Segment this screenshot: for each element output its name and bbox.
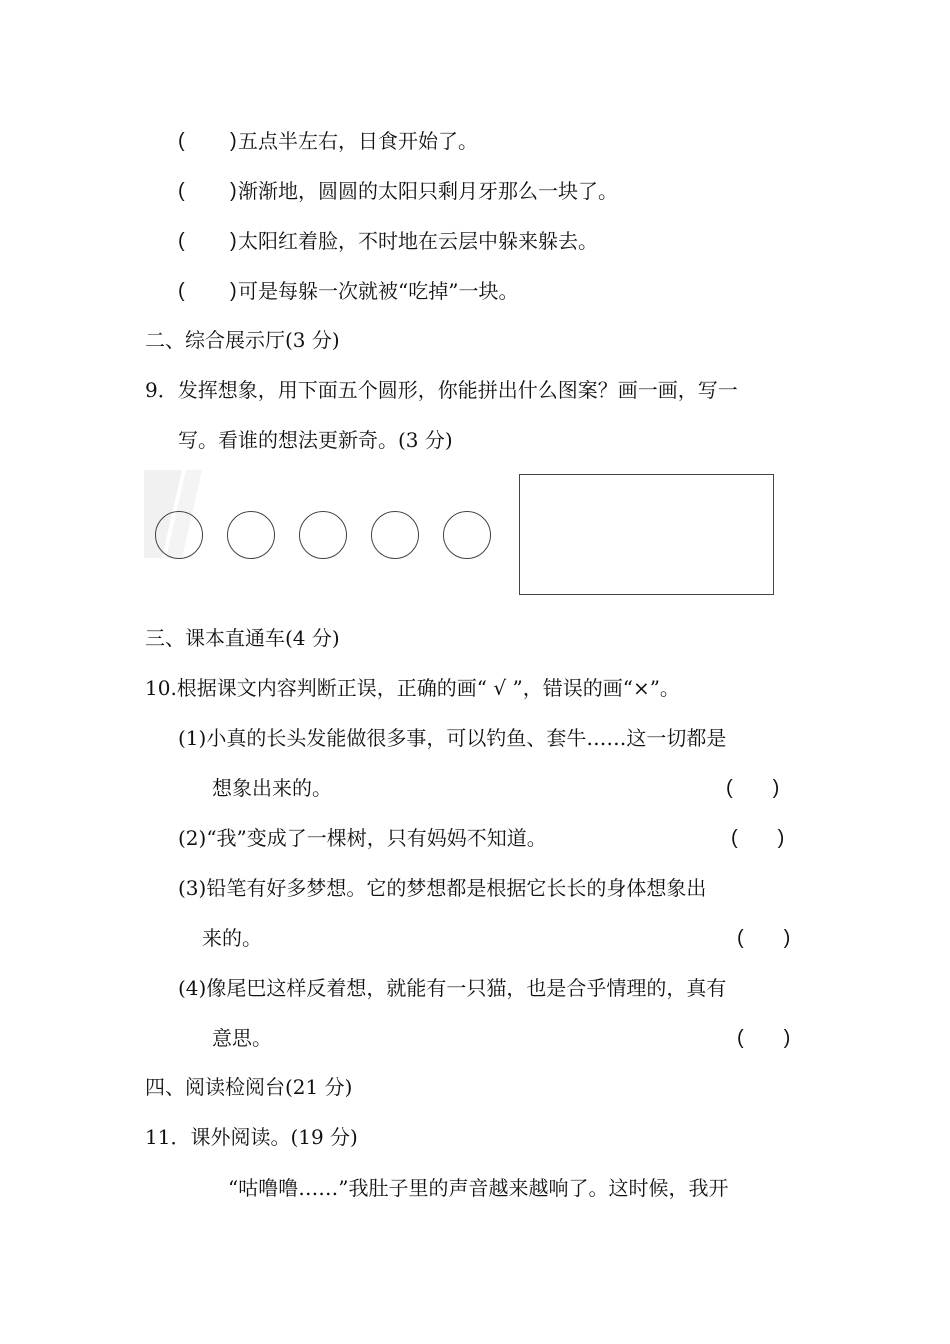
shape-circle-3 (299, 511, 347, 559)
question-10: 10.根据课文内容判断正误，正确的画“ √ ”，错误的画“×”。 (145, 676, 680, 700)
order-item-1-paren-close: ) (230, 130, 237, 152)
order-item-4-paren-open: ( (178, 280, 185, 302)
q10-item-2-line-1: (2)“我”变成了一棵树，只有妈妈不知道。 (178, 826, 547, 850)
q10-item-4-answer-blank[interactable]: ( ) (737, 1027, 791, 1049)
question-9-line-2: 写。看谁的想法更新奇。(3 分) (178, 428, 453, 452)
q10-item-3-line-1: (3)铅笔有好多梦想。它的梦想都是根据它长长的身体想象出 (178, 876, 707, 900)
order-item-4-text: 可是每躲一次就被“吃掉”一块。 (238, 279, 519, 303)
shape-circle-1 (155, 511, 203, 559)
drawing-area-box[interactable] (519, 474, 774, 595)
section-4-heading: 四、阅读检阅台(21 分) (145, 1075, 353, 1099)
question-11: 11．课外阅读。(19 分) (145, 1125, 358, 1149)
order-item-3-paren-open: ( (178, 230, 185, 252)
order-item-2-text: 渐渐地，圆圆的太阳只剩月牙那么一块了。 (238, 179, 618, 203)
shape-circle-5 (443, 511, 491, 559)
section-2-heading: 二、综合展示厅(3 分) (145, 328, 340, 352)
reading-passage-start: “咕噜噜……”我肚子里的声音越来越响了。这时候，我开 (228, 1176, 729, 1200)
q10-item-1-answer-blank[interactable]: ( ) (726, 777, 780, 799)
section-3-heading: 三、课本直通车(4 分) (145, 626, 340, 650)
question-9-line-1: 9．发挥想象，用下面五个圆形，你能拼出什么图案？画一画，写一 (145, 378, 738, 402)
q10-item-1-line-2: 想象出来的。 (212, 776, 332, 800)
q10-item-3-answer-blank[interactable]: ( ) (737, 927, 791, 949)
q10-item-4-line-1: (4)像尾巴这样反着想，就能有一只猫，也是合乎情理的，真有 (178, 976, 727, 1000)
shape-circle-4 (371, 511, 419, 559)
order-item-4-paren-close: ) (230, 280, 237, 302)
q10-item-3-line-2: 来的。 (202, 926, 262, 950)
order-item-3-paren-close: ) (230, 230, 237, 252)
q10-item-4-line-2: 意思。 (212, 1026, 272, 1050)
order-item-2-paren-close: ) (230, 180, 237, 202)
order-item-1-text: 五点半左右，日食开始了。 (238, 129, 478, 153)
q10-item-1-line-1: (1)小真的长头发能做很多事，可以钓鱼、套牛……这一切都是 (178, 726, 727, 750)
q10-item-2-answer-blank[interactable]: ( ) (731, 827, 785, 849)
shape-circle-2 (227, 511, 275, 559)
order-item-2-paren-open: ( (178, 180, 185, 202)
order-item-1-paren-open: ( (178, 130, 185, 152)
order-item-3-text: 太阳红着脸，不时地在云层中躲来躲去。 (238, 229, 598, 253)
